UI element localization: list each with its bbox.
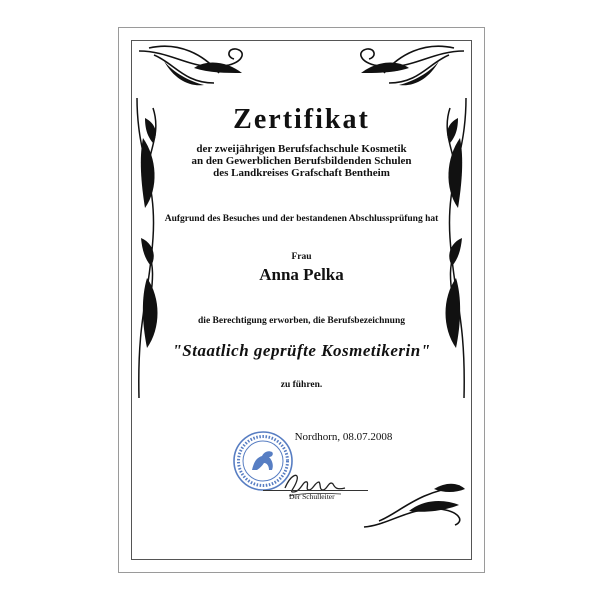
flourish-bottom-right-icon [359,477,469,532]
signatory-role: Der Schulleiter [289,492,335,501]
school-line: an den Gewerblichen Berufsbildenden Schulen [191,155,412,167]
flourish-top-left-icon [134,43,254,98]
flourish-top-right-icon [349,43,469,98]
school-description [119,143,484,179]
signature-line [263,490,368,491]
school-line: der zweijährigen Berufsfachschule Kosmetik [196,143,407,155]
salutation: Frau [291,252,312,262]
place-date: Nordhorn, 08.07.2008 [294,431,393,443]
recipient-name: Anna Pelka [259,265,344,284]
reason-text: Aufgrund des Besuches und der bestandenen Abschlussprüfung hat [164,214,439,224]
certificate-paper [118,27,485,573]
school-line: des Landkreises Grafschaft Bentheim [213,167,390,179]
profession-title: "Staatlich geprüfte Kosmetikerin" [172,341,431,360]
closing-text: zu führen. [280,380,323,390]
entitlement-text: die Berechtigung erworben, die Berufsbezeichnung [198,316,405,326]
certificate-title: Zertifikat [233,104,370,135]
